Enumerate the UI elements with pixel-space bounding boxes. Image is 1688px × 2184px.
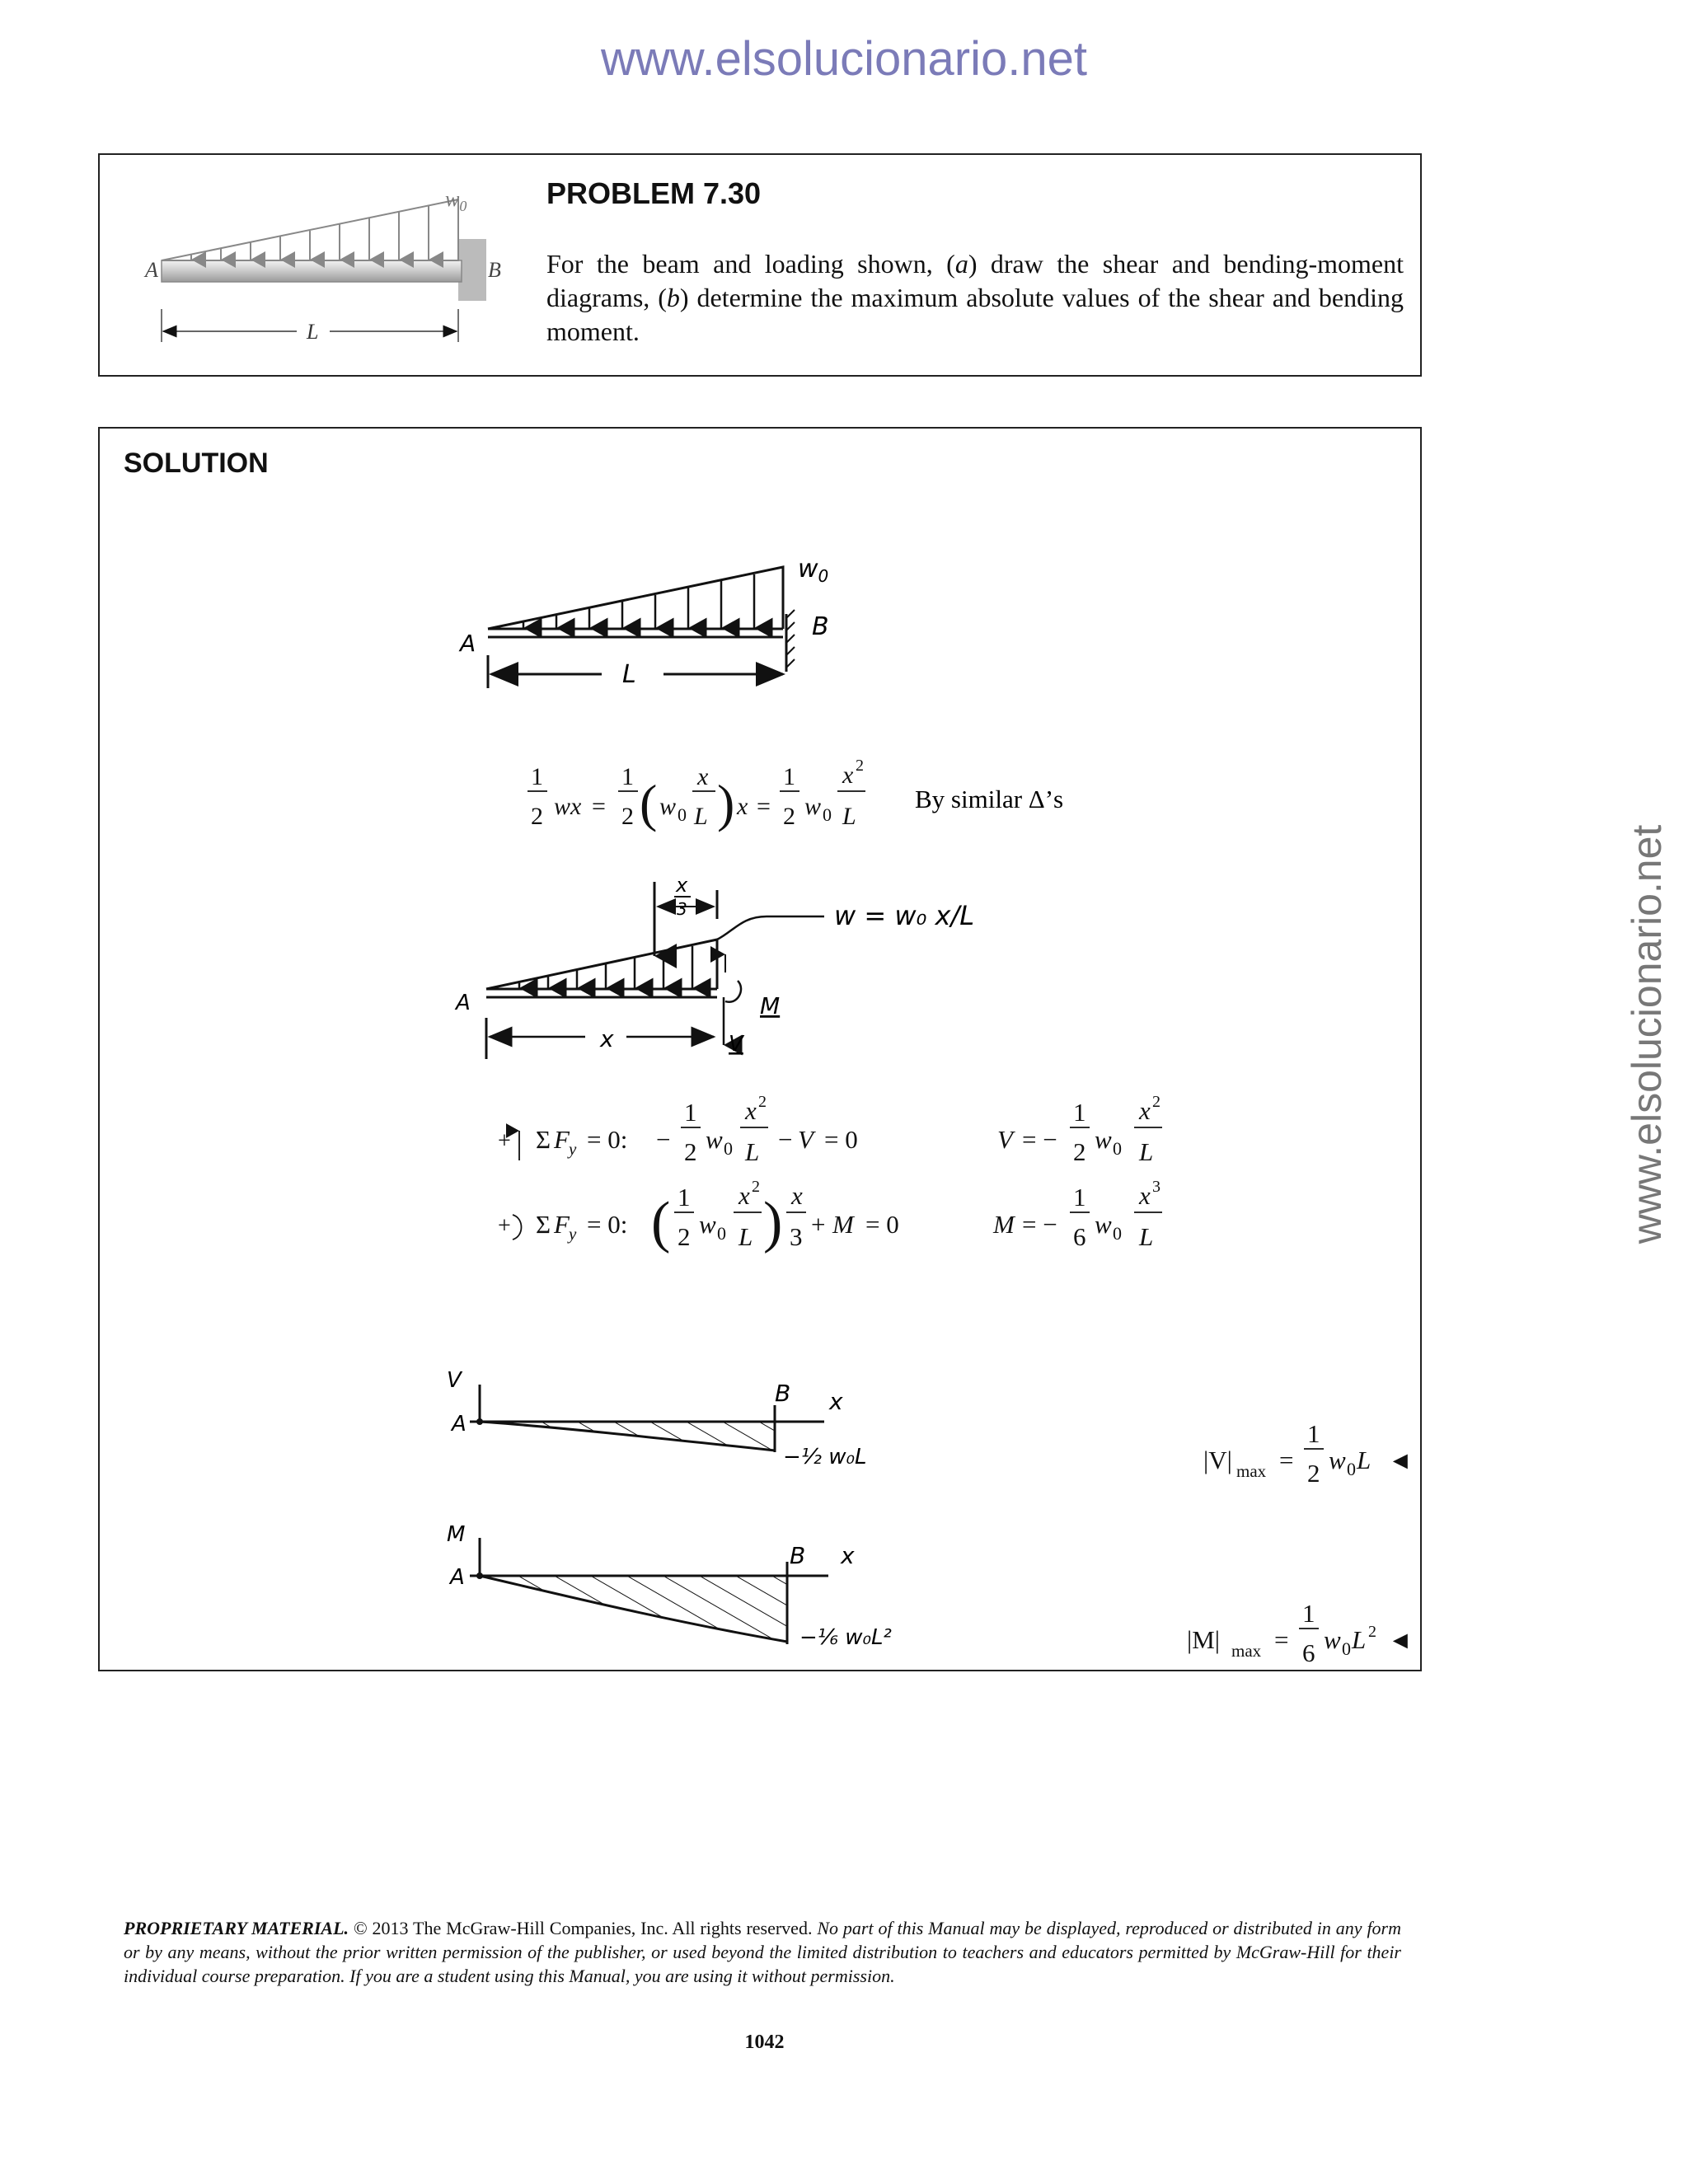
svg-text:1: 1 [531,763,543,790]
svg-text:V: V [997,1125,1013,1154]
result-mmax [1187,1599,1413,1667]
svg-text:= 0: = 0 [865,1210,899,1239]
svg-text:|M|: |M| [1187,1625,1220,1654]
svg-text:3: 3 [677,899,687,919]
svg-text:0: 0 [1347,1459,1356,1479]
equation-shear-result [997,1093,1162,1166]
svg-text:◄: ◄ [1388,1627,1413,1654]
moment-x-label: x [841,1542,855,1569]
svg-text:y: y [569,1224,577,1244]
svg-text:(: ( [640,774,658,832]
svg-text:F: F [554,1210,570,1239]
svg-text:w: w [706,1125,723,1154]
label-b: B [488,258,501,282]
sketch-label-b: B [812,612,829,641]
svg-text:3: 3 [790,1222,803,1251]
svg-text:+: + [498,1128,511,1154]
sketch-label-length: L [622,660,636,689]
svg-text:0: 0 [1342,1638,1351,1659]
watermark-side: www.elsolucionario.net [1624,824,1670,1244]
shear-diagram [470,1385,824,1452]
problem-beam-figure [143,187,501,344]
shear-origin-label: A [452,1412,467,1436]
svg-text:=: = [757,793,771,820]
fbd-label-a: A [456,991,471,1015]
svg-text:w: w [1095,1125,1112,1154]
fbd-label-x: x [600,1025,614,1052]
svg-text:M: M [832,1210,854,1239]
svg-text:= −: = − [1022,1210,1057,1239]
svg-text:L: L [694,803,708,830]
footer-copyright: © 2013 The McGraw-Hill Companies, Inc. All rights reserved. [353,1918,813,1938]
shear-end-label: B [775,1380,791,1407]
moment-diagram [470,1538,828,1644]
svg-text:V: V [798,1125,814,1154]
svg-text:= 0:: = 0: [587,1125,628,1154]
svg-text:L: L [1352,1625,1367,1654]
svg-text:2: 2 [531,803,543,830]
svg-text:−: − [778,1125,793,1154]
problem-statement: For the beam and loading shown, (a) draw the shear and bending-moment diagrams, (b) determine the maximum absolute values of the shear and bending moment. [546,249,1404,346]
svg-text:0: 0 [678,804,687,825]
page-number: 1042 [744,2032,785,2053]
svg-text:L: L [1139,1222,1154,1251]
svg-text:0: 0 [717,1223,726,1244]
svg-text:L: L [1357,1446,1372,1474]
fbd-label-m: M [760,992,781,1019]
result-vmax [1203,1419,1413,1488]
svg-text:x: x [676,874,688,897]
shear-x-label: x [829,1388,843,1415]
svg-text:Σ: Σ [536,1210,551,1239]
svg-text:x: x [697,763,709,790]
problem-title: PROBLEM 7.30 [546,176,762,210]
svg-text:2: 2 [758,1093,767,1111]
shear-end-value: −½ w₀L [783,1445,867,1469]
footer-lead: PROPRIETARY MATERIAL. [124,1918,349,1938]
svg-text:= 0:: = 0: [587,1210,628,1239]
svg-text:w: w [804,793,822,820]
footer-notice [124,1916,1401,1988]
svg-text:L: L [842,803,856,830]
solution-title: SOLUTION [124,448,269,479]
svg-text:1: 1 [1302,1599,1315,1628]
label-a: A [145,258,158,282]
sketch-label-w0: $w_0$ [798,555,829,586]
svg-text:L: L [745,1137,760,1166]
label-length: L [307,320,319,344]
svg-text:wx: wx [554,793,582,820]
svg-text:L: L [738,1222,753,1251]
equation-sum-moments [498,1178,899,1254]
svg-text:(: ( [651,1191,671,1254]
fbd-load-label: w = w₀ x/L [834,900,975,931]
wall-support [458,239,486,301]
beam [162,260,462,282]
svg-text:6: 6 [1073,1222,1086,1251]
svg-text:x: x [737,793,748,820]
svg-text:w: w [1324,1625,1341,1654]
svg-text:2: 2 [1073,1137,1086,1166]
svg-text:= 0: = 0 [824,1125,858,1154]
svg-text:2: 2 [1152,1093,1160,1111]
svg-text:x: x [842,762,854,789]
equation-resultant [528,757,865,832]
svg-text:3: 3 [1152,1178,1160,1196]
equation-sum-forces [498,1093,858,1166]
shear-axis-label: V [447,1368,462,1393]
load-arrows [191,206,429,260]
svg-text:= −: = − [1022,1125,1057,1154]
svg-text:=: = [1274,1625,1289,1654]
moment-end-label: B [790,1542,806,1569]
solution-beam-sketch [488,567,795,688]
svg-text:Σ: Σ [536,1125,551,1154]
svg-text:+: + [498,1213,511,1239]
moment-origin-label: A [450,1565,465,1590]
svg-text:6: 6 [1302,1638,1315,1667]
svg-text:=: = [1279,1446,1294,1474]
svg-text:1: 1 [678,1183,691,1212]
svg-text:w: w [1329,1446,1346,1474]
equation-moment-result [992,1178,1162,1251]
svg-text:0: 0 [724,1138,733,1159]
svg-text:1: 1 [1073,1098,1086,1127]
footer-permission: No part of this Manual may be displayed, reproduced or distributed in any form or by any means, without the prior written permission of the publisher, or used beyond the limited distribution to teachers and educators permitted by McGraw-Hill for their individual course preparation. If you are a student using this Manual, you are using it without permission. [124,1918,1402,1986]
svg-text:w: w [1095,1210,1112,1239]
svg-text:max: max [1236,1461,1267,1481]
svg-text:+: + [811,1210,826,1239]
svg-text:0: 0 [823,804,832,825]
sketch-label-a: A [460,630,476,657]
svg-text:max: max [1231,1641,1262,1661]
svg-text:x: x [745,1096,757,1125]
svg-text:F: F [554,1125,570,1154]
svg-text:x: x [738,1181,750,1210]
svg-text:): ) [717,774,735,832]
similar-triangles-note: By similar Δ’s [915,785,1064,813]
svg-text:1: 1 [684,1098,697,1127]
moment-axis-label: M [447,1522,466,1547]
svg-text:1: 1 [1307,1419,1320,1448]
svg-text:◄: ◄ [1388,1447,1413,1474]
svg-text:x: x [1139,1096,1151,1125]
svg-text:): ) [763,1191,783,1254]
svg-text:M: M [993,1210,1015,1239]
svg-text:2: 2 [1368,1623,1376,1641]
svg-text:2: 2 [684,1137,697,1166]
svg-text:L: L [1139,1137,1154,1166]
svg-text:=: = [592,793,606,820]
svg-text:0: 0 [1113,1223,1122,1244]
svg-text:2: 2 [752,1178,760,1196]
svg-text:2: 2 [783,803,795,830]
svg-text:|V|: |V| [1203,1446,1232,1474]
svg-text:1: 1 [621,763,634,790]
svg-text:−: − [656,1125,671,1154]
svg-text:w: w [699,1210,716,1239]
svg-text:2: 2 [678,1222,691,1251]
label-w0: $w_0$ [445,187,467,214]
svg-text:1: 1 [1073,1183,1086,1212]
svg-text:2: 2 [1307,1459,1320,1488]
svg-text:x: x [1139,1181,1151,1210]
svg-text:1: 1 [783,763,795,790]
fbd-label-third [674,874,691,919]
watermark-top: www.elsolucionario.net [601,32,1087,86]
svg-text:x: x [791,1181,803,1210]
svg-text:y: y [569,1139,577,1159]
svg-text:0: 0 [1113,1138,1122,1159]
fbd-label-v: V [729,1032,743,1057]
moment-end-value: −⅙ w₀L² [799,1625,892,1650]
svg-text:w: w [659,793,677,820]
svg-text:2: 2 [856,757,864,775]
free-body-sketch [486,882,824,1059]
svg-text:2: 2 [621,803,634,830]
